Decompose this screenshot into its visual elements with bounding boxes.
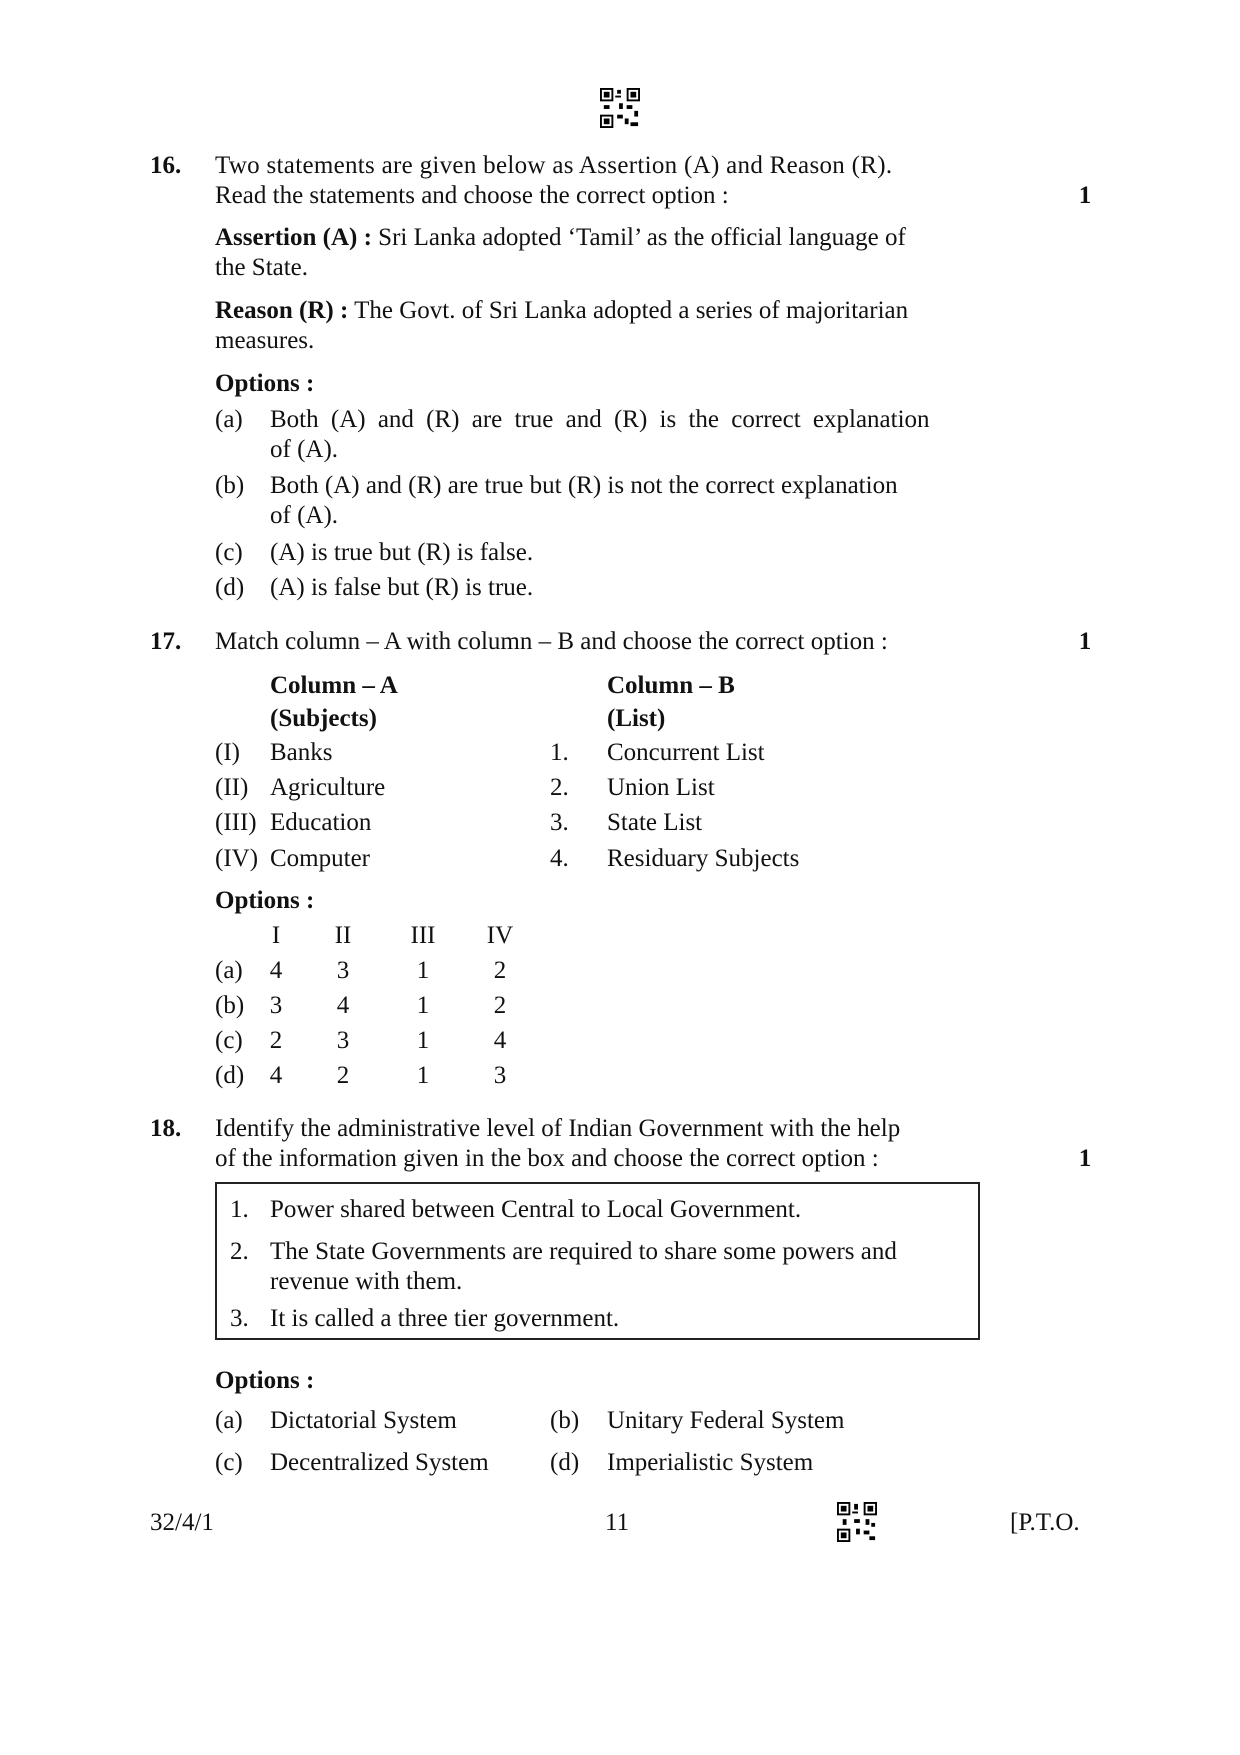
question-16-reason (215, 295, 975, 326)
column-b-row-3-number: 3. (550, 809, 569, 836)
question-17-intro: Match column – A with column – B and choose the correct option : (215, 628, 888, 655)
question-18-options-label: Options : (215, 1367, 315, 1394)
reason-text-line2: measures. (215, 327, 315, 354)
q16-option-b-letter: (b) (215, 472, 245, 499)
q16-option-a-letter: (a) (215, 406, 243, 433)
q17-option-b-value-1: 3 (269, 992, 283, 1019)
q17-option-a-value-2: 3 (336, 957, 350, 984)
q17-option-d-value-1: 4 (269, 1062, 283, 1089)
column-b-row-4-list: Residuary Subjects (607, 845, 800, 872)
column-b-row-4-number: 4. (550, 845, 569, 872)
page-number: 11 (605, 1509, 630, 1536)
question-18-intro-line2: of the information given in the box and choose the correct option : (215, 1145, 879, 1172)
column-a-subheading: (Subjects) (270, 705, 377, 732)
column-a-row-3-subject: Education (270, 809, 372, 836)
reason-label: Reason (R) : (215, 297, 349, 324)
q17-option-b-value-4: 2 (493, 992, 507, 1019)
column-b-row-3-list: State List (607, 809, 703, 836)
q17-option-a-value-3: 1 (416, 957, 430, 984)
box-item-2-number: 2. (230, 1238, 249, 1265)
column-a-row-2-roman: (II) (215, 774, 249, 801)
q18-option-c-letter: (c) (215, 1449, 243, 1476)
column-a-row-1-subject: Banks (270, 739, 333, 766)
q17-option-c-value-2: 3 (336, 1027, 350, 1054)
assertion-text-line2: the State. (215, 254, 309, 281)
paper-code: 32/4/1 (150, 1509, 214, 1536)
q18-option-a-letter: (a) (215, 1407, 243, 1434)
q16-option-b-line2: of (A). (270, 502, 339, 529)
column-a-row-4-roman: (IV) (215, 845, 259, 872)
q18-option-a-text: Dictatorial System (270, 1407, 457, 1434)
column-b-row-2-number: 2. (550, 774, 569, 801)
column-a-row-1-roman: (I) (215, 739, 240, 766)
qr-code-icon (600, 88, 640, 128)
q16-option-b-line1: Both (A) and (R) are true but (R) is not the correct explanation (270, 472, 898, 499)
question-16-options-label: Options : (215, 370, 315, 397)
question-16-intro-line1: Two statements are given below as Assertion (A) and Reason (R). (215, 152, 893, 179)
q17-option-d-value-2: 2 (336, 1062, 350, 1089)
q18-option-b-letter: (b) (550, 1407, 580, 1434)
reason-text-line1: The Govt. of Sri Lanka adopted a series of majoritarian (354, 297, 909, 324)
q17-option-c-value-1: 2 (269, 1027, 283, 1054)
q17-option-d-letter: (d) (215, 1062, 245, 1089)
column-a-row-3-roman: (III) (215, 809, 257, 836)
q18-option-d-letter: (d) (550, 1449, 580, 1476)
box-item-3-number: 3. (230, 1305, 249, 1332)
grid-header-II: II (334, 922, 352, 949)
q16-option-c-text: (A) is true but (R) is false. (270, 539, 534, 566)
q18-option-d-text: Imperialistic System (607, 1449, 814, 1476)
column-b-row-2-list: Union List (607, 774, 715, 801)
grid-header-III: III (410, 922, 436, 949)
q17-option-c-letter: (c) (215, 1027, 243, 1054)
question-17-number: 17. (150, 628, 182, 655)
q17-option-b-letter: (b) (215, 992, 245, 1019)
q17-option-c-value-3: 1 (416, 1027, 430, 1054)
question-17-marks: 1 (1078, 628, 1092, 655)
column-b-heading: Column – B (607, 672, 735, 699)
q17-option-d-value-4: 3 (493, 1062, 507, 1089)
question-18-number: 18. (150, 1115, 182, 1142)
q16-option-c-letter: (c) (215, 539, 243, 566)
q16-option-a-line1: Both (A) and (R) are true and (R) is the correct explanation (270, 406, 930, 433)
question-16-number: 16. (150, 152, 182, 179)
box-item-3-text: It is called a three tier government. (270, 1305, 620, 1332)
question-17-options-label: Options : (215, 887, 315, 914)
assertion-label: Assertion (A) : (215, 224, 372, 251)
box-item-1-text: Power shared between Central to Local Government. (270, 1196, 802, 1223)
question-16-intro-line2: Read the statements and choose the correct option : (215, 182, 729, 209)
q17-option-b-value-2: 4 (336, 992, 350, 1019)
q17-option-a-value-1: 4 (269, 957, 283, 984)
q16-option-d-letter: (d) (215, 574, 245, 601)
grid-header-I: I (271, 922, 281, 949)
please-turn-over: [P.T.O. (1010, 1509, 1080, 1536)
assertion-text-line1: Sri Lanka adopted ‘Tamil’ as the official language of (378, 224, 906, 251)
q17-option-b-value-3: 1 (416, 992, 430, 1019)
column-a-row-2-subject: Agriculture (270, 774, 386, 801)
column-b-row-1-list: Concurrent List (607, 739, 765, 766)
question-16-assertion (215, 222, 975, 253)
column-b-row-1-number: 1. (550, 739, 569, 766)
q18-option-b-text: Unitary Federal System (607, 1407, 845, 1434)
qr-code-icon (837, 1502, 877, 1542)
q17-option-a-letter: (a) (215, 957, 243, 984)
box-item-1-number: 1. (230, 1196, 249, 1223)
q18-option-c-text: Decentralized System (270, 1449, 489, 1476)
question-18-marks: 1 (1078, 1145, 1092, 1172)
column-b-subheading: (List) (607, 705, 666, 732)
box-item-2-line2: revenue with them. (270, 1268, 463, 1295)
question-16-marks: 1 (1078, 182, 1092, 209)
column-a-heading: Column – A (270, 672, 398, 699)
q17-option-a-value-4: 2 (493, 957, 507, 984)
q17-option-d-value-3: 1 (416, 1062, 430, 1089)
q16-option-d-text: (A) is false but (R) is true. (270, 574, 534, 601)
box-item-2-line1: The State Governments are required to share some powers and (270, 1238, 897, 1265)
q16-option-a-line2: of (A). (270, 436, 339, 463)
column-a-row-4-subject: Computer (270, 845, 370, 872)
grid-header-IV: IV (486, 922, 514, 949)
q17-option-c-value-4: 4 (493, 1027, 507, 1054)
question-18-intro-line1: Identify the administrative level of Indian Government with the help (215, 1115, 901, 1142)
